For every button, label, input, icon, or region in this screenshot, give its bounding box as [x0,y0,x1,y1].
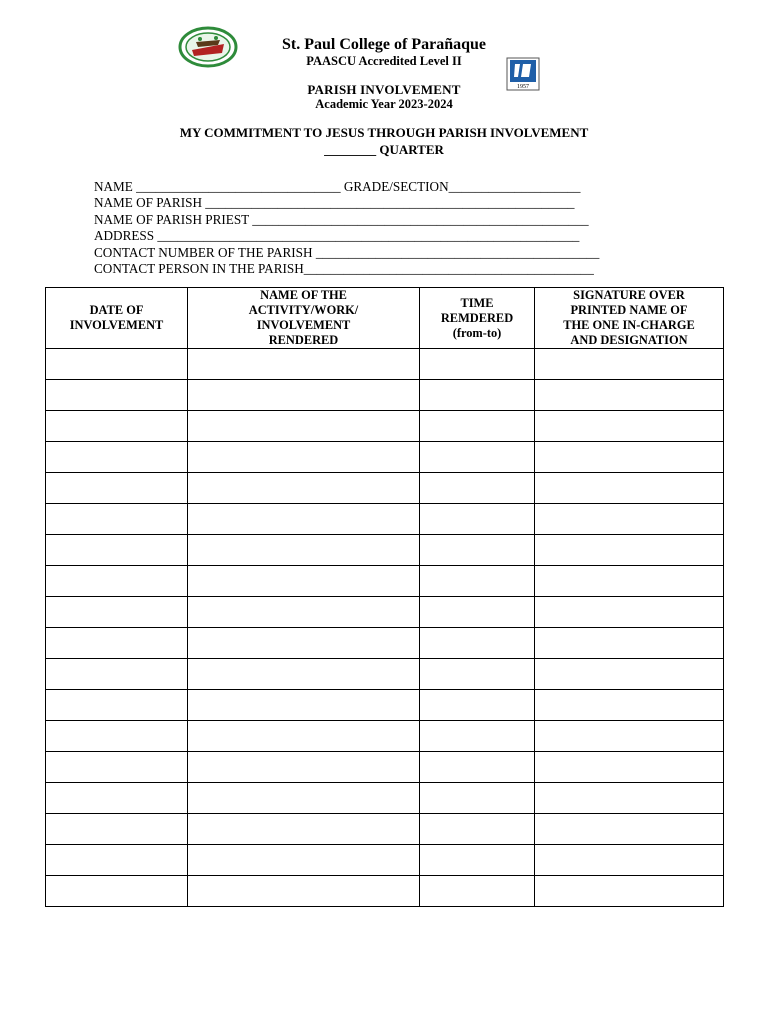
header-signature: SIGNATURE OVER PRINTED NAME OF THE ONE IN-CHARGE AND DESIGNATION [535,288,724,349]
table-row [46,752,724,783]
table-row [46,442,724,473]
activity-cell[interactable] [188,628,420,659]
student-info-fields [94,179,684,277]
time-cell[interactable] [420,628,535,659]
signature-cell[interactable] [535,752,724,783]
signature-cell[interactable] [535,628,724,659]
time-cell[interactable] [420,504,535,535]
table-row [46,628,724,659]
date-cell[interactable] [46,845,188,876]
activity-cell[interactable] [188,411,420,442]
date-cell[interactable] [46,597,188,628]
signature-cell[interactable] [535,411,724,442]
signature-cell[interactable] [535,380,724,411]
table-row [46,659,724,690]
activity-cell[interactable] [188,845,420,876]
table-row [46,473,724,504]
date-cell[interactable] [46,690,188,721]
document-header [0,0,768,120]
time-cell[interactable] [420,690,535,721]
activity-cell[interactable] [188,566,420,597]
quarter-line: ________ QUARTER [324,142,444,157]
time-cell[interactable] [420,566,535,597]
activity-cell[interactable] [188,783,420,814]
activity-cell[interactable] [188,690,420,721]
table-row [46,349,724,380]
date-cell[interactable] [46,814,188,845]
signature-cell[interactable] [535,845,724,876]
signature-cell[interactable] [535,690,724,721]
activity-cell[interactable] [188,504,420,535]
date-cell[interactable] [46,349,188,380]
date-cell[interactable] [46,752,188,783]
table-row [46,504,724,535]
time-cell[interactable] [420,411,535,442]
date-cell[interactable] [46,628,188,659]
signature-cell[interactable] [535,504,724,535]
table-row [46,690,724,721]
header-date: DATE OF INVOLVEMENT [46,288,188,349]
signature-cell[interactable] [535,597,724,628]
signature-cell[interactable] [535,783,724,814]
activity-cell[interactable] [188,814,420,845]
date-cell[interactable] [46,504,188,535]
table-row [46,380,724,411]
signature-cell[interactable] [535,566,724,597]
activity-cell[interactable] [188,380,420,411]
address-field: ADDRESS ________________________________________________________________ [94,228,580,244]
date-cell[interactable] [46,380,188,411]
activity-cell[interactable] [188,659,420,690]
activity-cell[interactable] [188,876,420,907]
time-cell[interactable] [420,535,535,566]
signature-cell[interactable] [535,659,724,690]
table-row [46,783,724,814]
date-cell[interactable] [46,566,188,597]
time-cell[interactable] [420,814,535,845]
signature-cell[interactable] [535,876,724,907]
time-cell[interactable] [420,752,535,783]
time-cell[interactable] [420,442,535,473]
date-cell[interactable] [46,659,188,690]
accreditation-text: PAASCU Accredited Level II [306,54,462,68]
table-row [46,535,724,566]
date-cell[interactable] [46,442,188,473]
academic-year: Academic Year 2023-2024 [315,97,453,111]
date-cell[interactable] [46,721,188,752]
name-grade-field: NAME _______________________________ GRADE/SECTION____________________ [94,179,581,194]
table-row [46,814,724,845]
time-cell[interactable] [420,876,535,907]
signature-cell[interactable] [535,442,724,473]
parish-priest-field: NAME OF PARISH PRIEST ___________________________________________________ [94,211,589,227]
table-body [46,349,724,907]
time-cell[interactable] [420,783,535,814]
signature-cell[interactable] [535,535,724,566]
table-row [46,721,724,752]
table-row [46,411,724,442]
parish-name-field: NAME OF PARISH ________________________________________________________ [94,195,575,211]
activity-cell[interactable] [188,597,420,628]
activity-cell[interactable] [188,442,420,473]
date-cell[interactable] [46,876,188,907]
table-row [46,845,724,876]
time-cell[interactable] [420,845,535,876]
header-activity: NAME OF THE ACTIVITY/WORK/ INVOLVEMENT RENDERED [188,288,420,349]
table-row [46,876,724,907]
signature-cell[interactable] [535,473,724,504]
date-cell[interactable] [46,411,188,442]
time-cell[interactable] [420,349,535,380]
date-cell[interactable] [46,535,188,566]
table-header-row [46,288,724,349]
activity-cell[interactable] [188,349,420,380]
commitment-title: MY COMMITMENT TO JESUS THROUGH PARISH INVOLVEMENT [179,125,589,140]
time-cell[interactable] [420,721,535,752]
form-title: PARISH INVOLVEMENT [307,82,461,97]
activity-cell[interactable] [188,535,420,566]
table-row [46,566,724,597]
signature-cell[interactable] [535,349,724,380]
date-cell[interactable] [46,473,188,504]
header-time: TIME REMDERED (from-to) [420,288,535,349]
time-cell[interactable] [420,659,535,690]
date-cell[interactable] [46,783,188,814]
signature-cell[interactable] [535,721,724,752]
activity-cell[interactable] [188,721,420,752]
time-cell[interactable] [420,380,535,411]
contact-number-field: CONTACT NUMBER OF THE PARISH ___________________________________________ [94,244,600,260]
activity-cell[interactable] [188,473,420,504]
time-cell[interactable] [420,473,535,504]
time-cell[interactable] [420,597,535,628]
school-name: St. Paul College of Parañaque [282,36,486,53]
involvement-log-table [45,287,724,907]
paascu-year: 1957 [517,84,529,90]
contact-person-field: CONTACT PERSON IN THE PARISH____________________________________________ [94,260,594,276]
table-row [46,597,724,628]
activity-cell[interactable] [188,752,420,783]
signature-cell[interactable] [535,814,724,845]
